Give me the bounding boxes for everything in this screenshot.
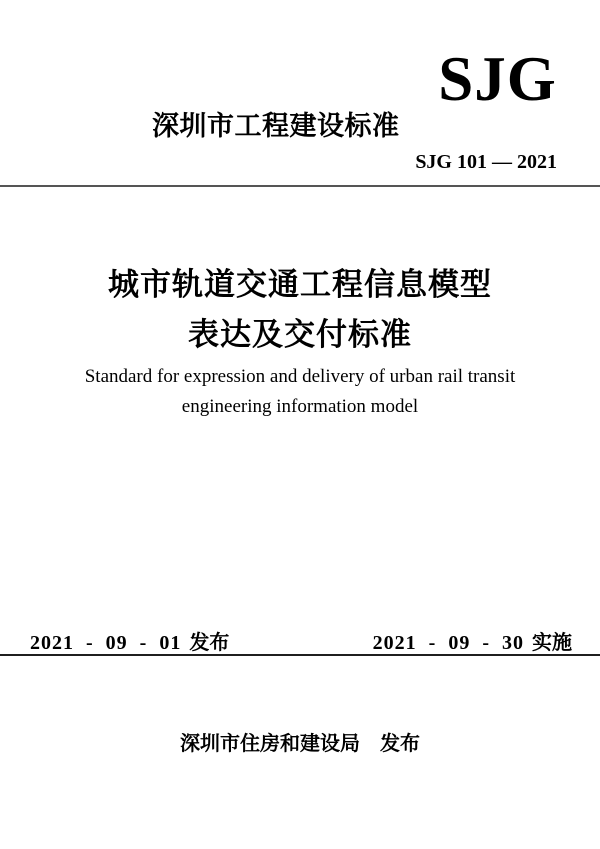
- publisher-row: [0, 727, 600, 756]
- implement-date-label: 实施: [532, 632, 572, 654]
- title-block: [0, 260, 600, 360]
- standard-type-heading: 深圳市工程建设标准: [152, 111, 400, 141]
- title-en-line2: engineering information model: [181, 396, 419, 417]
- dates-row: [30, 626, 572, 655]
- implement-date: 2021 - 09 - 30: [372, 632, 524, 654]
- publisher-action-label: 发布: [380, 733, 420, 755]
- implement-date-group: [373, 626, 572, 655]
- title-en-line1: Standard for expression and delivery of urban rail transit: [84, 366, 516, 387]
- issue-date: 2021 - 09 - 01: [30, 632, 182, 654]
- title-cn-line1: 城市轨道交通工程信息模型: [108, 267, 492, 302]
- footer-divider-line: [0, 654, 600, 656]
- publisher-name: 深圳市住房和建设局: [180, 733, 360, 755]
- issue-date-group: [30, 626, 229, 655]
- standard-number: SJG 101 — 2021: [415, 151, 557, 173]
- issue-date-label: 发布: [189, 632, 230, 654]
- title-english-block: [0, 362, 600, 422]
- sjg-logo: SJG: [438, 44, 557, 114]
- header-divider-line: [0, 185, 600, 187]
- title-cn-line2: 表达及交付标准: [188, 317, 412, 352]
